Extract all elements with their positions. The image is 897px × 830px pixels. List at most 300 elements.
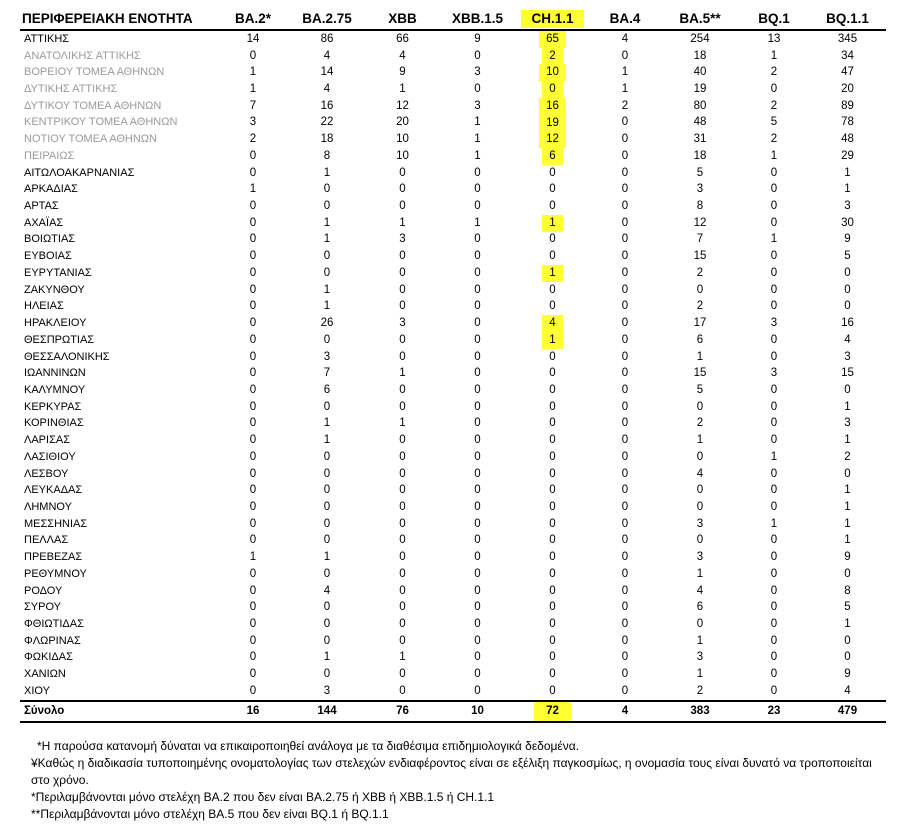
cell-value: 4 [696, 467, 704, 480]
cell-value: 1 [621, 83, 629, 96]
cell-value: 1 [474, 149, 481, 162]
cell-value: 1 [249, 83, 257, 96]
table-row [20, 466, 886, 483]
cell-value: 3 [696, 183, 704, 196]
cell-value: 0 [549, 434, 556, 447]
cell-value: 0 [399, 183, 406, 196]
cell-value: 0 [323, 634, 331, 647]
cell-value: 0 [770, 333, 778, 346]
highlighted-value: 1 [542, 332, 562, 349]
cell-value-highlighted [516, 30, 589, 48]
table-row [20, 48, 886, 65]
cell-value: 0 [549, 283, 556, 296]
cell-value: 0 [621, 551, 629, 564]
cell-value: 0 [249, 367, 257, 380]
cell-value: 18 [320, 133, 334, 146]
cell-value: 0 [399, 300, 406, 313]
region-name: ΚΑΛΥΜΝΟΥ [24, 383, 86, 396]
table-row [20, 332, 886, 349]
cell-value: 17 [693, 317, 707, 330]
cell-value: 0 [399, 601, 406, 614]
cell-value: 0 [770, 484, 778, 497]
cell-value: 0 [549, 400, 556, 413]
cell-value: 3 [249, 116, 257, 129]
highlighted-value: 6 [542, 148, 562, 165]
cell-value: 0 [770, 216, 778, 229]
table-row [20, 533, 886, 550]
region-name: ΚΟΡΙΝΘΙΑΣ [24, 417, 84, 430]
cell-value: 66 [396, 32, 409, 45]
cell-value: 0 [549, 417, 556, 430]
cell-value: 0 [323, 517, 331, 530]
total-value: 23 [739, 701, 809, 722]
cell-value: 0 [474, 551, 481, 564]
cell-value: 0 [474, 400, 481, 413]
cell-value: 7 [696, 233, 704, 246]
cell-value: 0 [399, 668, 406, 681]
table-row [20, 248, 886, 265]
header-region: ΠΕΡΙΦΕΡΕΙΑΚΗ ΕΝΟΤΗΤΑ [20, 8, 218, 30]
cell-value: 0 [696, 450, 704, 463]
cell-value: 3 [770, 317, 778, 330]
cell-value: 0 [249, 300, 257, 313]
cell-value: 1 [844, 500, 851, 513]
cell-value: 0 [770, 200, 778, 213]
cell-value: 1 [696, 668, 704, 681]
region-name: ΑΙΤΩΛΟΑΚΑΡΝΑΝΙΑΣ [24, 166, 135, 179]
cell-value: 0 [474, 450, 481, 463]
cell-value: 19 [693, 83, 707, 96]
cell-value: 12 [693, 216, 707, 229]
table-row [20, 181, 886, 198]
table-row [20, 365, 886, 382]
cell-value: 0 [399, 534, 406, 547]
header-ba-2-75: BA.2.75 [288, 8, 366, 30]
cell-value: 1 [323, 233, 331, 246]
cell-value: 18 [693, 49, 707, 62]
cell-value: 0 [549, 383, 556, 396]
cell-value: 0 [249, 266, 257, 279]
header-ba-5: BA.5** [661, 8, 739, 30]
cell-value: 0 [770, 500, 778, 513]
cell-value: 0 [844, 651, 851, 664]
table-row [20, 30, 886, 48]
cell-value: 10 [396, 149, 409, 162]
region-name: ΑΧΑΪΑΣ [24, 216, 64, 229]
footnote-ba5: **Περιλαμβάνονται μόνο στελέχη BA.5 που δεν είναι BQ.1 ή BQ.1.1 [31, 807, 389, 821]
cell-value: 0 [399, 434, 406, 447]
cell-value: 0 [621, 484, 629, 497]
cell-value: 0 [770, 534, 778, 547]
table-row [20, 599, 886, 616]
cell-value: 0 [399, 250, 406, 263]
cell-value: 0 [770, 83, 778, 96]
cell-value: 0 [621, 517, 629, 530]
cell-value: 0 [770, 684, 778, 697]
cell-value: 0 [249, 618, 257, 631]
header-ba-2: BA.2* [218, 8, 288, 30]
cell-value: 5 [696, 166, 704, 179]
table-row [20, 616, 886, 633]
cell-value: 0 [549, 200, 556, 213]
cell-value: 0 [249, 534, 257, 547]
cell-value: 0 [474, 467, 481, 480]
cell-value: 30 [841, 216, 854, 229]
cell-value: 5 [844, 601, 851, 614]
region-name: ΗΛΕΙΑΣ [24, 300, 64, 313]
cell-value: 0 [399, 200, 406, 213]
table-row [20, 232, 886, 249]
cell-value: 0 [474, 266, 481, 279]
cell-value: 0 [323, 601, 331, 614]
cell-value: 2 [696, 684, 704, 697]
cell-value: 4 [323, 83, 331, 96]
table-row [20, 315, 886, 332]
header-bq-1-1: BQ.1.1 [809, 8, 886, 30]
region-name: ΙΩΑΝΝΙΝΩΝ [24, 367, 86, 380]
variants-by-region-table [20, 8, 886, 723]
cell-value: 0 [474, 484, 481, 497]
cell-value: 0 [844, 383, 851, 396]
cell-value: 16 [841, 317, 854, 330]
cell-value: 0 [399, 500, 406, 513]
cell-value: 1 [474, 133, 481, 146]
cell-value: 0 [549, 601, 556, 614]
cell-value: 0 [549, 300, 556, 313]
table-row [20, 566, 886, 583]
cell-value: 0 [474, 250, 481, 263]
cell-value: 0 [770, 383, 778, 396]
cell-value: 0 [249, 350, 257, 363]
cell-value: 0 [474, 350, 481, 363]
table-row [20, 683, 886, 701]
cell-value: 0 [621, 684, 629, 697]
highlighted-value: 0 [542, 81, 562, 98]
cell-value: 254 [690, 32, 710, 45]
table-row [20, 131, 886, 148]
cell-value: 0 [549, 684, 556, 697]
cell-value: 0 [621, 434, 629, 447]
table-row [20, 215, 886, 232]
total-value: 16 [218, 701, 288, 722]
cell-value: 0 [323, 567, 331, 580]
cell-value: 1 [844, 434, 851, 447]
cell-value: 0 [549, 233, 556, 246]
cell-value: 1 [770, 517, 778, 530]
cell-value: 3 [399, 317, 406, 330]
cell-value: 0 [696, 484, 704, 497]
cell-value: 0 [621, 200, 629, 213]
cell-value: 0 [474, 618, 481, 631]
cell-value: 0 [323, 467, 331, 480]
region-name: ΦΘΙΩΤΙΔΑΣ [24, 618, 84, 631]
cell-value: 0 [474, 233, 481, 246]
table-row [20, 449, 886, 466]
cell-value: 47 [841, 66, 854, 79]
cell-value: 0 [844, 266, 851, 279]
cell-value: 1 [323, 300, 331, 313]
cell-value: 0 [399, 400, 406, 413]
cell-value: 0 [474, 183, 481, 196]
header-bq-1: BQ.1 [739, 8, 809, 30]
region-name: ΚΕΡΚΥΡΑΣ [24, 400, 82, 413]
cell-value: 1 [696, 350, 704, 363]
region-name: ΡΟΔΟΥ [24, 584, 63, 597]
cell-value: 3 [323, 684, 331, 697]
cell-value: 0 [474, 367, 481, 380]
cell-value: 0 [399, 383, 406, 396]
cell-value: 1 [323, 417, 331, 430]
cell-value: 9 [399, 66, 406, 79]
total-value: 479 [809, 701, 886, 722]
cell-value: 0 [323, 500, 331, 513]
region-name: ΕΥΒΟΙΑΣ [24, 250, 72, 263]
cell-value: 0 [621, 317, 629, 330]
cell-value: 0 [249, 484, 257, 497]
cell-value: 29 [841, 149, 854, 162]
highlighted-value: 12 [539, 131, 566, 148]
cell-value: 0 [696, 283, 704, 296]
cell-value: 0 [474, 83, 481, 96]
cell-value: 9 [844, 668, 851, 681]
cell-value: 1 [399, 651, 406, 664]
cell-value: 2 [770, 133, 778, 146]
cell-value: 1 [770, 450, 778, 463]
cell-value: 0 [621, 350, 629, 363]
cell-value: 0 [323, 266, 331, 279]
highlighted-value: 16 [539, 98, 566, 115]
cell-value: 1 [249, 551, 257, 564]
cell-value: 1 [249, 183, 257, 196]
region-name: ΝΟΤΙΟΥ ΤΟΜΕΑ ΑΘΗΝΩΝ [24, 133, 157, 146]
cell-value: 0 [621, 601, 629, 614]
cell-value: 0 [844, 467, 851, 480]
total-value: 144 [288, 701, 366, 722]
region-name: ΛΗΜΝΟΥ [24, 500, 72, 513]
cell-value: 0 [621, 283, 629, 296]
table-row [20, 81, 886, 98]
cell-value: 0 [844, 300, 851, 313]
cell-value: 0 [249, 149, 257, 162]
region-name: ΕΥΡΥΤΑΝΙΑΣ [24, 266, 92, 279]
cell-value: 2 [696, 300, 704, 313]
cell-value: 1 [399, 216, 406, 229]
table-row [20, 650, 886, 667]
cell-value: 0 [621, 216, 629, 229]
table-row [20, 299, 886, 316]
table-row [20, 382, 886, 399]
cell-value: 0 [474, 584, 481, 597]
header-xbb: XBB [366, 8, 439, 30]
cell-value: 0 [399, 467, 406, 480]
cell-value: 0 [249, 684, 257, 697]
cell-value: 4 [323, 49, 331, 62]
cell-value: 0 [249, 601, 257, 614]
cell-value: 0 [770, 400, 778, 413]
table-row [20, 64, 886, 81]
cell-value: 0 [549, 618, 556, 631]
cell-value: 0 [249, 634, 257, 647]
cell-value: 0 [249, 400, 257, 413]
cell-value: 0 [621, 417, 629, 430]
cell-value: 0 [549, 350, 556, 363]
cell-value-highlighted [516, 315, 589, 332]
region-name: ΣΥΡΟΥ [24, 601, 62, 614]
cell-value: 8 [323, 149, 331, 162]
cell-value: 0 [399, 350, 406, 363]
cell-value: 345 [837, 32, 858, 45]
region-name: ΘΕΣΠΡΩΤΙΑΣ [24, 333, 95, 346]
cell-value: 2 [249, 133, 257, 146]
highlighted-value: 65 [539, 31, 566, 48]
cell-value: 0 [770, 634, 778, 647]
total-value: 76 [366, 701, 439, 722]
cell-value: 0 [621, 618, 629, 631]
cell-value: 1 [770, 49, 778, 62]
cell-value: 0 [399, 551, 406, 564]
cell-value: 1 [474, 216, 481, 229]
cell-value: 1 [696, 567, 704, 580]
region-name: ΑΤΤΙΚΗΣ [24, 32, 70, 45]
cell-value: 0 [844, 283, 851, 296]
cell-value: 0 [249, 417, 257, 430]
cell-value: 1 [696, 434, 704, 447]
cell-value: 0 [549, 166, 556, 179]
cell-value: 0 [549, 534, 556, 547]
cell-value: 0 [249, 467, 257, 480]
cell-value: 0 [621, 450, 629, 463]
cell-value: 1 [474, 116, 481, 129]
cell-value: 2 [621, 99, 629, 112]
total-row [20, 701, 886, 722]
cell-value: 0 [549, 500, 556, 513]
cell-value: 0 [474, 333, 481, 346]
region-name: ΠΕΙΡΑΙΩΣ [24, 149, 75, 162]
cell-value: 6 [696, 333, 704, 346]
cell-value-highlighted [516, 332, 589, 349]
footnote-nomenclature: ¥Καθώς η διαδικασία τυποποιημένης ονοματολογίας των στελεχών ενδιαφέροντος είναι σε εξέλιξη παγκοσμίως, η ονομασία τους είναι δυνατό να τροποποιείται στο χρόνο. [31, 756, 872, 787]
cell-value: 0 [323, 618, 331, 631]
cell-value: 40 [693, 66, 707, 79]
header-ch-1-1 [516, 8, 589, 30]
cell-value: 3 [323, 350, 331, 363]
total-value: 383 [661, 701, 739, 722]
cell-value: 0 [549, 567, 556, 580]
table-row [20, 265, 886, 282]
cell-value: 1 [696, 634, 704, 647]
cell-value: 0 [399, 266, 406, 279]
cell-value: 0 [621, 383, 629, 396]
cell-value: 0 [474, 166, 481, 179]
cell-value: 9 [474, 32, 481, 45]
footnote-ba2: *Περιλαμβάνονται μόνο στελέχη BA.2 που δεν είναι BA.2.75 ή XBB ή XBB.1.5 ή CH.1.1 [31, 790, 495, 804]
highlighted-value: 10 [539, 64, 566, 81]
table-row [20, 516, 886, 533]
cell-value: 8 [844, 584, 851, 597]
header-highlight: CH.1.1 [521, 10, 583, 28]
cell-value: 0 [474, 668, 481, 681]
cell-value: 0 [249, 283, 257, 296]
cell-value: 0 [621, 500, 629, 513]
cell-value: 12 [396, 99, 409, 112]
highlighted-total: 72 [534, 702, 571, 721]
cell-value: 0 [249, 166, 257, 179]
cell-value: 0 [696, 500, 704, 513]
total-value: 10 [439, 701, 516, 722]
cell-value: 0 [621, 584, 629, 597]
cell-value: 0 [696, 618, 704, 631]
cell-value: 1 [323, 283, 331, 296]
region-name: ΑΡΚΑΔΙΑΣ [24, 183, 78, 196]
cell-value: 4 [844, 684, 851, 697]
cell-value: 1 [844, 517, 851, 530]
region-name: ΛΕΣΒΟΥ [24, 467, 69, 480]
cell-value: 0 [474, 534, 481, 547]
cell-value: 3 [844, 350, 851, 363]
cell-value: 3 [696, 551, 704, 564]
cell-value: 10 [396, 133, 409, 146]
cell-value: 0 [549, 183, 556, 196]
cell-value: 0 [621, 300, 629, 313]
cell-value: 0 [474, 417, 481, 430]
cell-value: 0 [399, 634, 406, 647]
cell-value-highlighted [516, 115, 589, 132]
region-name: ΒΟΡΕΙΟΥ ΤΟΜΕΑ ΑΘΗΝΩΝ [24, 66, 165, 79]
table-row [20, 399, 886, 416]
region-name: ΡΕΘΥΜΝΟΥ [24, 567, 87, 580]
cell-value: 48 [841, 133, 854, 146]
cell-value: 2 [770, 99, 778, 112]
cell-value: 0 [770, 350, 778, 363]
cell-value: 0 [249, 317, 257, 330]
header-xbb-1-5: XBB.1.5 [439, 8, 516, 30]
cell-value: 1 [323, 434, 331, 447]
cell-value: 0 [549, 367, 556, 380]
region-name: ΑΝΑΤΟΛΙΚΗΣ ΑΤΤΙΚΗΣ [24, 49, 141, 62]
cell-value: 0 [770, 417, 778, 430]
cell-value: 26 [320, 317, 334, 330]
cell-value: 2 [696, 266, 704, 279]
cell-value: 0 [249, 216, 257, 229]
cell-value: 48 [693, 116, 707, 129]
cell-value: 0 [249, 450, 257, 463]
cell-value: 0 [549, 250, 556, 263]
cell-value: 0 [621, 149, 629, 162]
cell-value: 14 [320, 66, 334, 79]
cell-value: 0 [323, 250, 331, 263]
cell-value: 18 [693, 149, 707, 162]
cell-value: 1 [844, 183, 851, 196]
cell-value: 78 [841, 116, 854, 129]
table-row [20, 416, 886, 433]
cell-value: 0 [474, 383, 481, 396]
cell-value: 13 [767, 32, 781, 45]
cell-value: 0 [770, 584, 778, 597]
cell-value: 0 [549, 651, 556, 664]
cell-value: 0 [249, 333, 257, 346]
cell-value: 8 [696, 200, 704, 213]
cell-value: 1 [770, 233, 778, 246]
cell-value: 1 [621, 66, 629, 79]
cell-value-highlighted [516, 64, 589, 81]
cell-value: 0 [474, 567, 481, 580]
cell-value: 0 [621, 651, 629, 664]
cell-value: 20 [396, 116, 409, 129]
cell-value: 0 [621, 183, 629, 196]
cell-value: 3 [844, 417, 851, 430]
cell-value: 0 [474, 634, 481, 647]
total-value-highlighted [516, 701, 589, 722]
